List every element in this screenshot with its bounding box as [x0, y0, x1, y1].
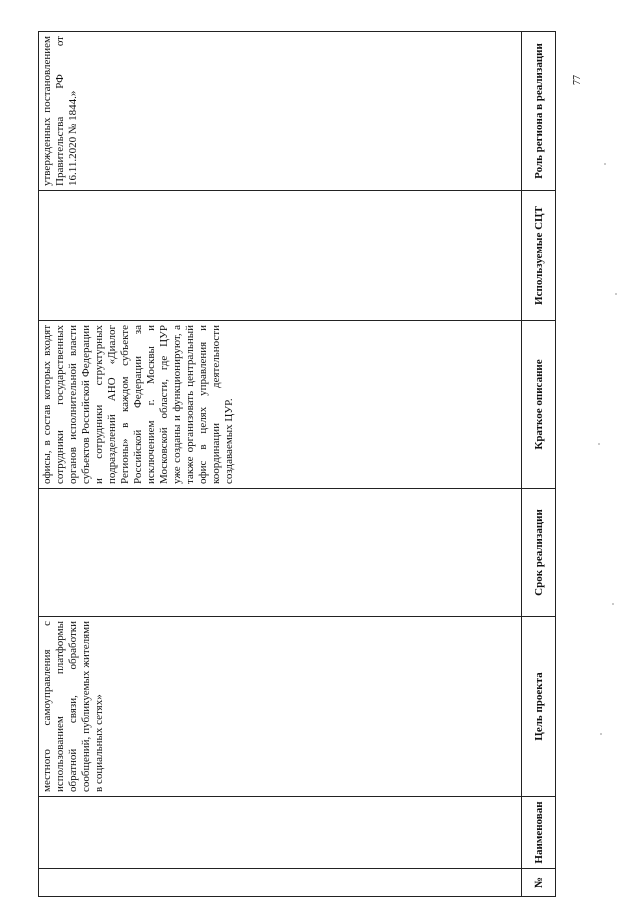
page-number: 77 [572, 75, 583, 85]
cell-term [39, 488, 521, 616]
scan-artifact [598, 443, 600, 445]
cell-technologies [39, 190, 521, 320]
scan-artifact [604, 163, 606, 165]
header-region-role: Роль региона в реализации [533, 43, 545, 179]
header-technologies: Используемые СЦТ [522, 190, 556, 320]
scan-artifact [615, 293, 617, 295]
header-number: № [522, 868, 556, 896]
table-header-row [521, 32, 556, 896]
cell-region-role: утвержденных постановлением Правительства РФ от 16.11.2020 № 1844.» [41, 36, 79, 186]
header-term: Срок реализации [522, 488, 556, 616]
header-goal: Цель проекта [522, 616, 556, 796]
header-description: Краткое описание [522, 320, 556, 488]
scan-artifact [600, 733, 602, 735]
project-table [38, 31, 556, 897]
scan-artifact [612, 603, 614, 605]
header-name: Наименован [522, 796, 556, 868]
cell-description: офисы, в состав которых входят сотрудники государственных органов исполнительной власти субъектов Российской Федерации и сотрудники структурных подразделений АНО «Диалог Регионы» в каждом субъекте Российской Федерации за исключением г. Москвы и Московской области, где ЦУР уже созданы и функционируют, а также организовать центральный офис в целях управления и координации деятельности создаваемых ЦУР. [39, 320, 521, 488]
cell-number [39, 868, 521, 896]
cell-name [39, 796, 521, 868]
cell-goal: местного самоуправления с использованием платформы обратной связи, обработки сообщений, публикуемых жителями в социальных сетях» [39, 616, 521, 796]
